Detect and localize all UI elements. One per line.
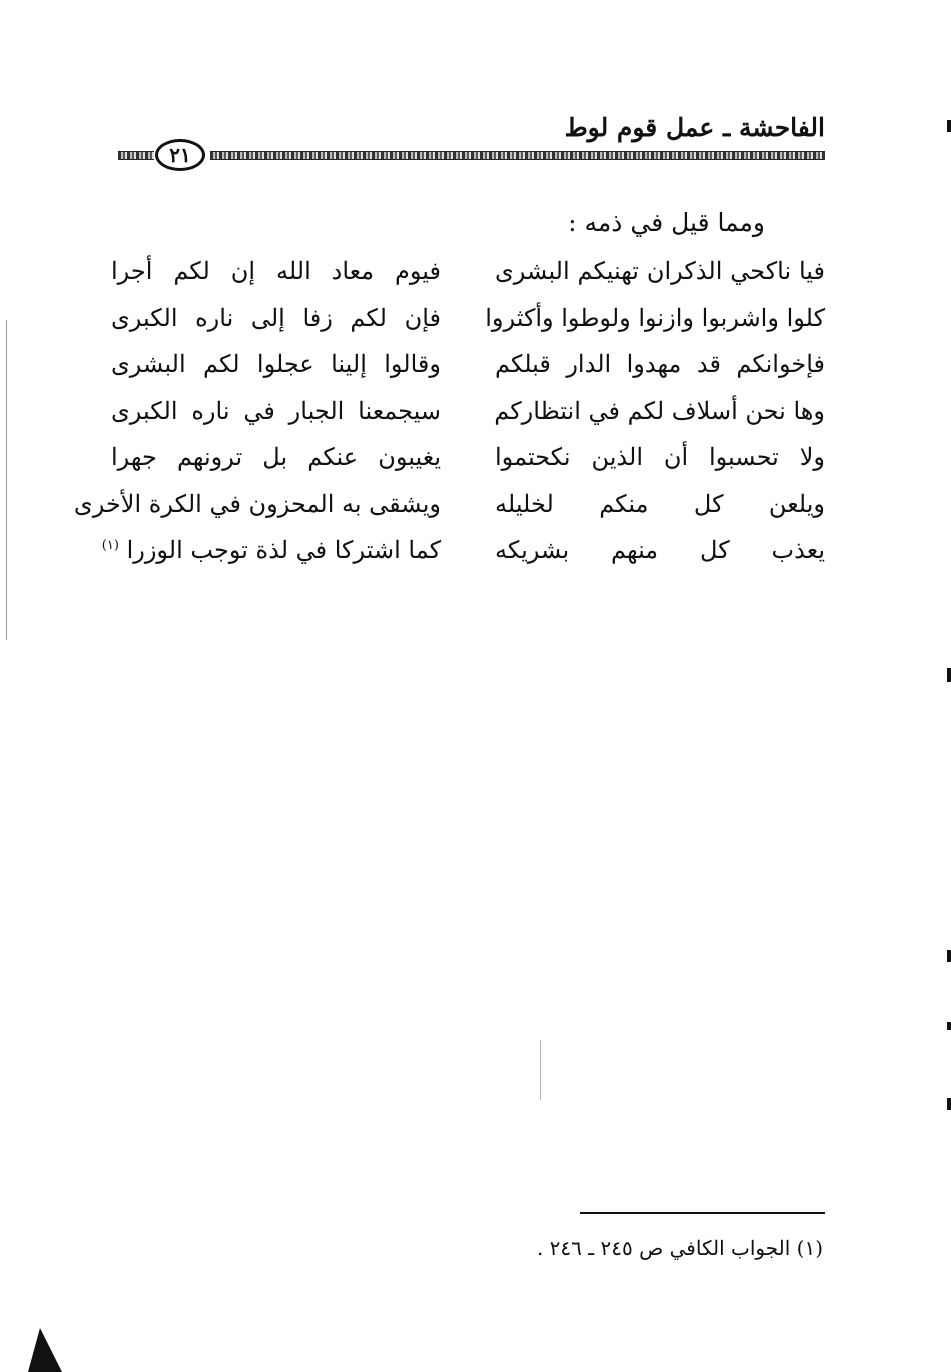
page-number: ٢١ (155, 139, 205, 171)
verse-line-last (101, 527, 441, 574)
scan-edge-mark (947, 120, 951, 132)
footnote-separator (580, 1212, 825, 1214)
scan-margin-line (6, 320, 7, 640)
verse-line: فإخوانكم قد مهدوا الدار قبلكم (495, 350, 825, 378)
verse-text: كما اشتركا في لذة توجب الوزرا (126, 536, 441, 564)
verse-line: فيا ناكحي الذكران تهنيكم البشرى (495, 257, 825, 285)
scan-edge-mark (947, 668, 951, 682)
header-rule (210, 151, 825, 160)
verse-line: ويلعن كل منكم لخليله (495, 489, 825, 518)
verse-line: وقالوا إلينا عجلوا لكم البشرى (111, 350, 441, 378)
intro-line: ومما قيل في ذمه : (568, 208, 765, 237)
verse-line: فيوم معاد الله إن لكم أجرا (111, 257, 441, 285)
verse-line: كلوا واشربوا وازنوا ولوطوا وأكثروا (485, 303, 825, 332)
verse-line: ويشقى به المحزون في الكرة الأخرى (73, 489, 441, 518)
footnote-text: (١) الجواب الكافي ص ٢٤٥ ـ ٢٤٦ . (536, 1236, 823, 1260)
poem-second-hemistichs (73, 248, 441, 574)
scan-edge-mark (947, 1098, 951, 1110)
verse-line: سيجمعنا الجبار في ناره الكبرى (111, 396, 441, 425)
verse-line: وها نحن أسلاف لكم في انتظاركم (494, 396, 825, 425)
scan-edge-mark (947, 950, 951, 962)
scan-speck (540, 1040, 541, 1100)
verse-line: يغيبون عنكم بل ترونهم جهرا (111, 443, 441, 471)
poem-first-hemistichs (485, 248, 825, 574)
footnote-reference: (١) (101, 538, 119, 553)
verse-line: يعذب كل منهم بشريكه (495, 536, 825, 564)
verse-line: ولا تحسبوا أن الذين نكحتموا (495, 443, 825, 471)
scan-corner-mark (28, 1328, 62, 1372)
running-header-title: الفاحشة ـ عمل قوم لوط (564, 113, 825, 142)
verse-line: فإن لكم زفا إلى ناره الكبرى (111, 303, 441, 332)
scan-edge-mark (947, 1022, 951, 1030)
header-rule-left (118, 151, 154, 160)
